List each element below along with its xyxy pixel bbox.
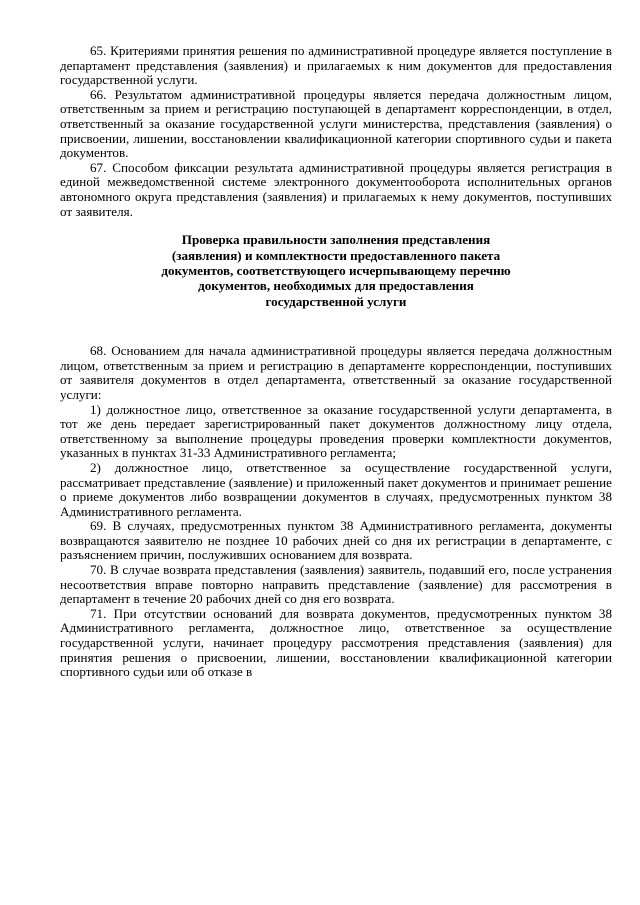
paragraph-70: 70. В случае возврата представления (заявления) заявитель, подавший его, после устранения несоответствия вправе повторно направить представление (заявление) для рассмотрения в департамент в течение 20 рабочих дней со дня его возврата. <box>60 562 612 607</box>
paragraph-65: 65. Критериями принятия решения по административной процедуре является поступление в департамент представления (заявления) и прилагаемых к ним документов для предоставления государственной услуги. <box>60 43 612 88</box>
paragraph-68-item-1: 1) должностное лицо, ответственное за оказание государственной услуги департамента, в тот же день передает зарегистрированный пакет документов должностному лицу отдела, ответственному за выполнение процедуры проведения проверки комплектности документов, указанных в пунктах 31-33 Административного регламента; <box>60 401 612 461</box>
paragraph-66: 66. Результатом административной процедуры является передача должностным лицом, ответственным за прием и регистрацию поступающей в департамент корреспонденции, в отдел, ответственный за оказание государственной услуги министерства, представления (заявления) о присвоении, лишении, восстановлении квалификационной категории спортивного судьи и пакета документов. <box>60 86 612 161</box>
paragraph-68: 68. Основанием для начала административной процедуры является передача должностным лицом, ответственным за прием и регистрацию в департаменте корреспонденции, поступивших от заявителя документов в отдел департамента, ответственный за оказание государственной услуги: <box>60 343 612 402</box>
section-heading <box>60 232 612 309</box>
paragraph-71: 71. При отсутствии оснований для возврата документов, предусмотренных пунктом 38 Административного регламента, должностное лицо, ответственное за осуществление государственной услуги, начинает процедуру рассмотрения представления (заявления) для принятия решения о присвоении, лишении, восстановлении квалификационной категории спортивного судьи или об отказе в <box>60 605 612 680</box>
paragraph-68-item-2: 2) должностное лицо, ответственное за осуществление государственной услуги, рассматривает представление (заявление) и приложенный пакет документов и принимает решение о приеме документов либо возвращении документов в случаях, предусмотренных пунктом 38 Административного регламента. <box>60 459 612 519</box>
section-heading-line: государственной услуги <box>265 293 407 309</box>
section-heading-line: документов, соответствующего исчерпывающему перечню <box>161 262 511 278</box>
section-spacer <box>60 309 612 344</box>
paragraph-67: 67. Способом фиксации результата административной процедуры является регистрация в единой межведомственной системе электронного документооборота исполнительных органов автономного округа представления (заявления) и прилагаемых к нему документов, поступивших от заявителя. <box>60 159 612 219</box>
section-heading-line: Проверка правильности заполнения представления <box>181 232 491 248</box>
document-page <box>60 44 612 680</box>
section-heading-line: документов, необходимых для предоставления <box>198 278 474 294</box>
section-heading-line: (заявления) и комплектности предоставленного пакета <box>171 247 501 263</box>
paragraph-69: 69. В случаях, предусмотренных пунктом 38 Административного регламента, документы возвращаются заявителю не позднее 10 рабочих дней со дня их регистрации в департаменте, с разъяснением причин, послуживших основанием для возврата. <box>60 518 612 563</box>
